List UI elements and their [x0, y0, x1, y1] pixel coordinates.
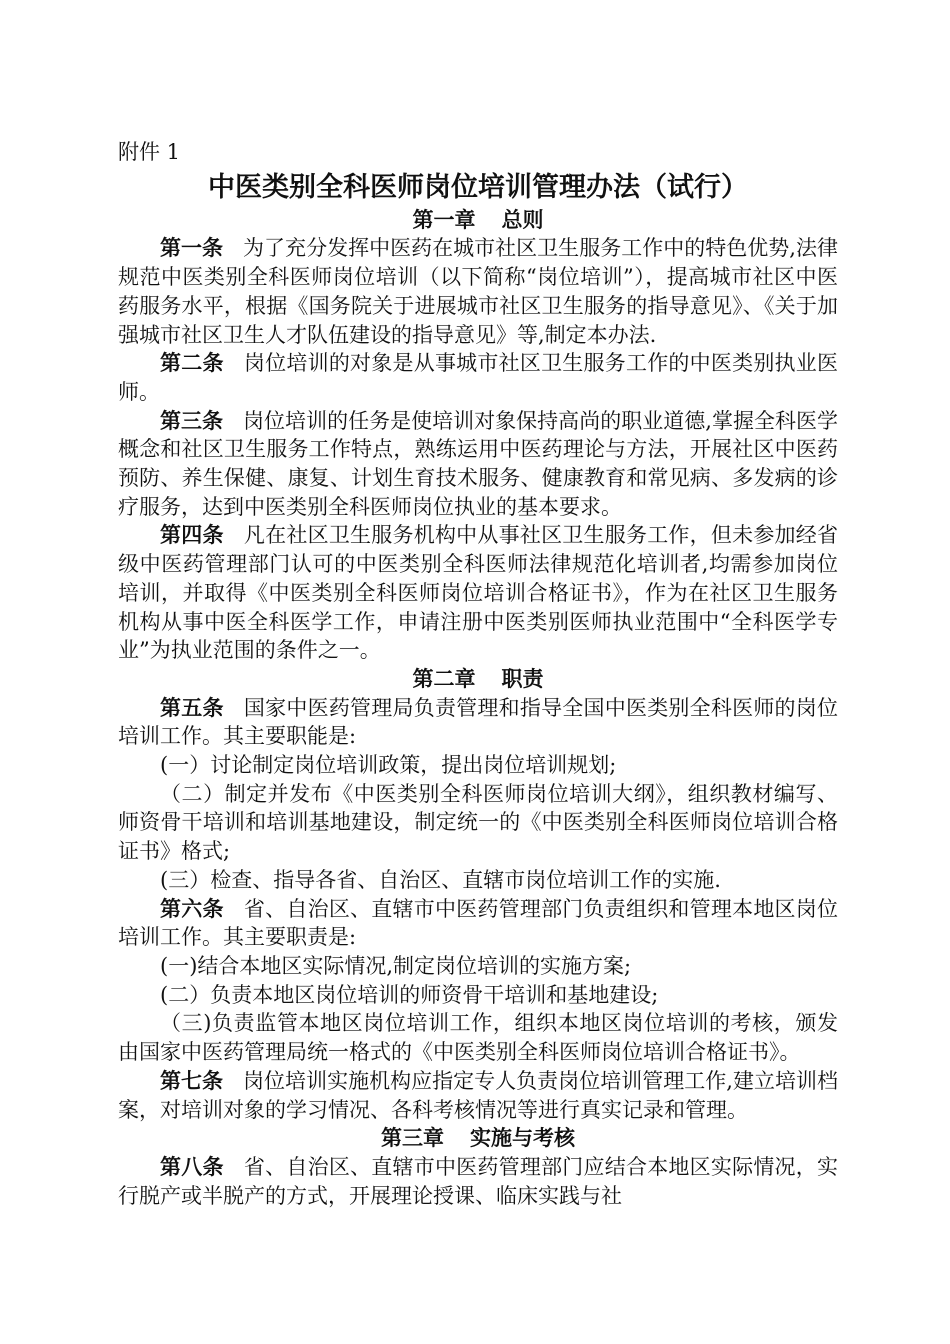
article-label: 第七条 [160, 1067, 224, 1093]
article-paragraph [118, 407, 838, 522]
list-item: （二）制定并发布《中医类别全科医师岗位培训大纲》，组织教材编写、师资骨干培训和培训基地建设，制定统一的《中医类别全科医师岗位培训合格证书》格式; [118, 781, 838, 864]
article-label: 第五条 [160, 694, 224, 720]
article-text: 省、自治区、直辖市中医药管理部门负责组织和管理本地区岗位培训工作。其主要职责是: [118, 896, 839, 950]
list-item: (二）负责本地区岗位培训的师资骨干培训和基地建设; [160, 982, 659, 1007]
chapter-heading [118, 1124, 838, 1153]
list-item: (一)结合本地区实际情况,制定岗位培训的实施方案; [160, 953, 632, 978]
article-paragraph [118, 234, 838, 349]
article-paragraph [118, 694, 838, 751]
article-text: 凡在社区卫生服务机构中从事社区卫生服务工作，但未参加经省级中医药管理部门认可的中医类别全科医师法律规范化培训者,均需参加岗位培训，并取得《中医类别全科医师岗位培训合格证书》，作为在社区卫生服务机构从事中医全科医学工作，申请注册中医类别医师执业范围中“全科医学专业”为执业范围的条件之一。 [118, 523, 839, 663]
article-text: 岗位培训的对象是从事城市社区卫生服务工作的中医类别执业医师。 [118, 351, 839, 404]
article-paragraph [118, 1153, 838, 1210]
chapter-name: 实施与考核 [470, 1125, 575, 1151]
article-label: 第三条 [160, 407, 224, 433]
chapter-heading [118, 665, 838, 694]
document-title: 中医类别全科医师岗位培训管理办法（试行） [208, 171, 748, 203]
list-item: (一）讨论制定岗位培训政策，提出岗位培训规划; [160, 753, 617, 778]
chapter-name: 职责 [501, 665, 544, 691]
article-paragraph [118, 895, 838, 952]
attachment-label: 附件 1 [118, 140, 181, 164]
article-label: 第一条 [160, 235, 224, 261]
article-paragraph [118, 1067, 838, 1124]
article-text: 为了充分发挥中医药在城市社区卫生服务工作中的特色优势,法律规范中医类别全科医师岗位培训（以下简称“岗位培训”），提高城市社区中医药服务水平，根据《国务院关于进展城市社区卫生服务的指导意见》、《关于加强城市社区卫生人才队伍建设的指导意见》等,制定本办法. [118, 236, 838, 347]
chapter-number: 第一章 [412, 206, 476, 232]
document-page [118, 138, 838, 1210]
list-item: (三）检查、指导各省、自治区、直辖市岗位培训工作的实施. [160, 867, 721, 892]
chapter-number: 第二章 [412, 665, 476, 691]
article-label: 第六条 [160, 895, 224, 921]
list-item: （三)负责监管本地区岗位培训工作，组织本地区岗位培训的考核，颁发由国家中医药管理局统一格式的《中医类别全科医师岗位培训合格证书》。 [118, 1011, 838, 1065]
article-paragraph [118, 349, 838, 406]
chapters-container [118, 206, 838, 1211]
article-text: 国家中医药管理局负责管理和指导全国中医类别全科医师的岗位培训工作。其主要职能是: [118, 695, 839, 749]
article-text: 省、自治区、直辖市中医药管理部门应结合本地区实际情况，实行脱产或半脱产的方式，开展理论授课、临床实践与社 [118, 1154, 839, 1208]
article-text: 岗位培训实施机构应指定专人负责岗位培训管理工作,建立培训档案，对培训对象的学习情况、各科考核情况等进行真实记录和管理。 [118, 1068, 838, 1122]
chapter-name: 总则 [501, 206, 544, 232]
chapter-heading [118, 206, 838, 235]
article-label: 第四条 [160, 522, 224, 548]
article-paragraph [118, 521, 838, 665]
article-label: 第二条 [160, 350, 224, 376]
chapter-number: 第三章 [381, 1125, 444, 1151]
article-text: 岗位培训的任务是使培训对象保持高尚的职业道德,掌握全科医学概念和社区卫生服务工作特点，熟练运用中医药理论与方法，开展社区中医药预防、养生保健、康复、计划生育技术服务、健康教育和常见病、多发病的诊疗服务，达到中医类别全科医师岗位执业的基本要求。 [118, 408, 838, 519]
article-label: 第八条 [160, 1153, 224, 1179]
